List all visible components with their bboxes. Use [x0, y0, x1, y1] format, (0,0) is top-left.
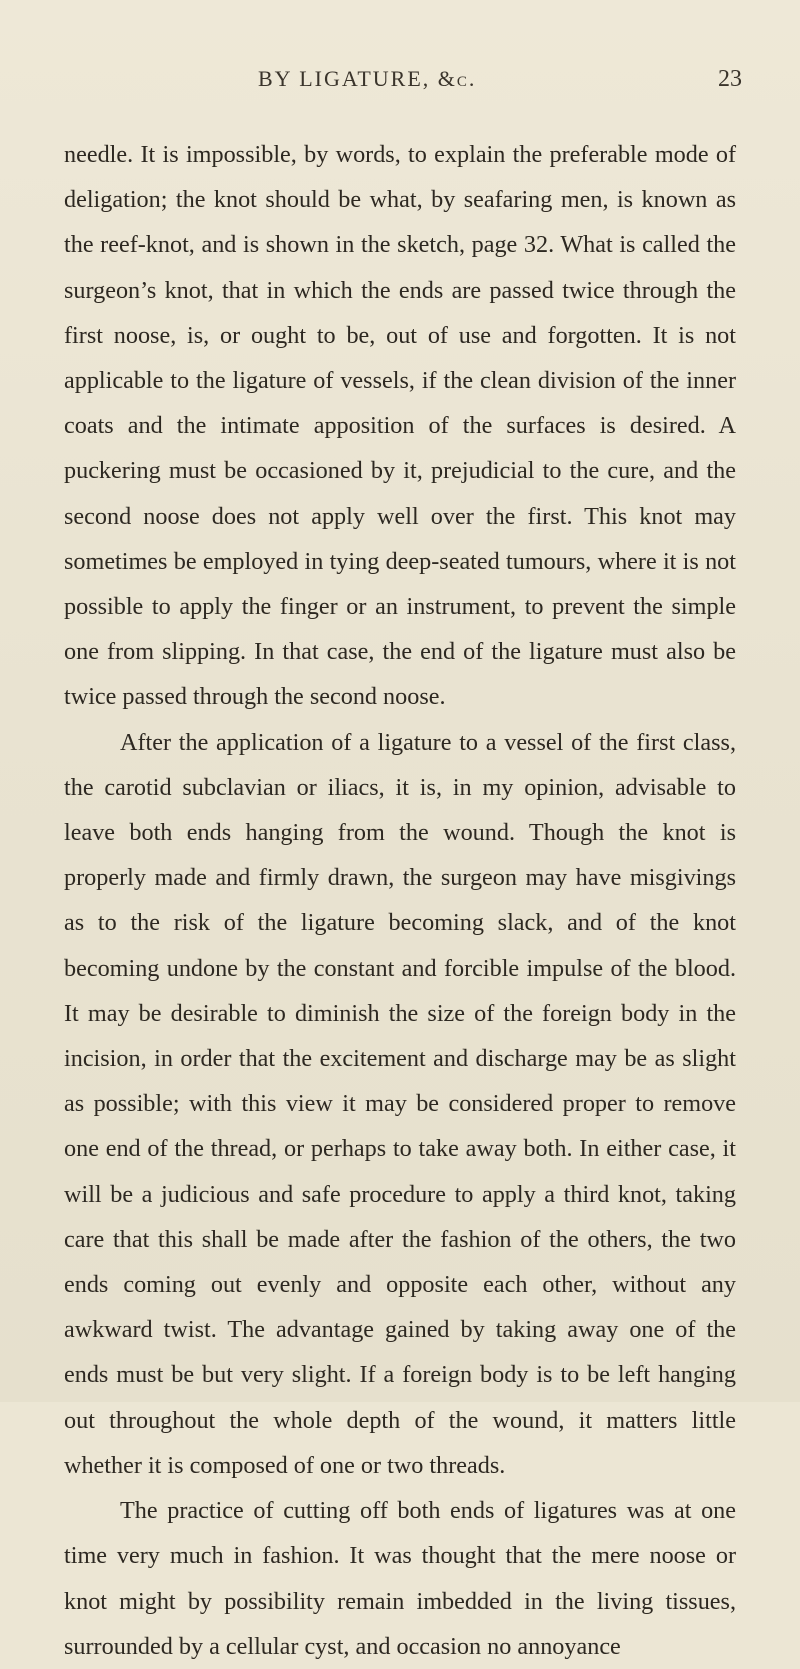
body-text	[64, 132, 736, 1669]
paragraph: The practice of cutting off both ends of ligatures was at one time very much in fashion. It was thought that the mere noose or knot might by possibility remain imbedded in the living tissues, surrounded by a cellular cyst, and occasion no annoyance	[64, 1497, 736, 1660]
paragraph: After the application of a ligature to a vessel of the first class, the carotid subclavian or iliacs, it is, in my opinion, advisable to leave both ends hanging from the wound. Though the knot is properly made and firmly drawn, the surgeon may have misgivings as to the risk of the ligature becoming slack, and of the knot becoming undone by the constant and forcible impulse of the blood. It may be desirable to diminish the size of the foreign body in the incision, in order that the excitement and discharge may be as slight as possible; with this view it may be considered proper to remove one end of the thread, or perhaps to take away both. In either case, it will be a judicious and safe procedure to apply a third knot, taking care that this shall be made after the fashion of the others, the two ends coming out evenly and opposite each other, without any awkward twist. The advantage gained by taking away one of the ends must be but very slight. If a foreign body is to be left hanging out throughout the whole depth of the wound, it matters little whether it is composed of one or two threads.	[64, 728, 736, 1479]
page-number: 23	[718, 66, 742, 92]
running-head	[0, 66, 800, 100]
running-title: BY LIGATURE, &c.	[258, 66, 477, 91]
paragraph-continued: needle. It is impossible, by words, to explain the preferable mode of deligation; the knot should be what, by seafaring men, is known as the reef-knot, and is shown in the sketch, page 32. What is called the surgeon’s knot, that in which the ends are passed twice through the first noose, is, or ought to be, out of use and forgotten. It is not applicable to the ligature of vessels, if the clean division of the inner coats and the intimate apposition of the surfaces is desired. A puckering must be occasioned by it, prejudicial to the cure, and the second noose does not apply well over the first. This knot may sometimes be employed in tying deep-seated tumours, where it is not possible to apply the finger or an instrument, to prevent the simple one from slipping. In that case, the end of the ligature must also be twice passed through the second noose.	[64, 141, 736, 711]
